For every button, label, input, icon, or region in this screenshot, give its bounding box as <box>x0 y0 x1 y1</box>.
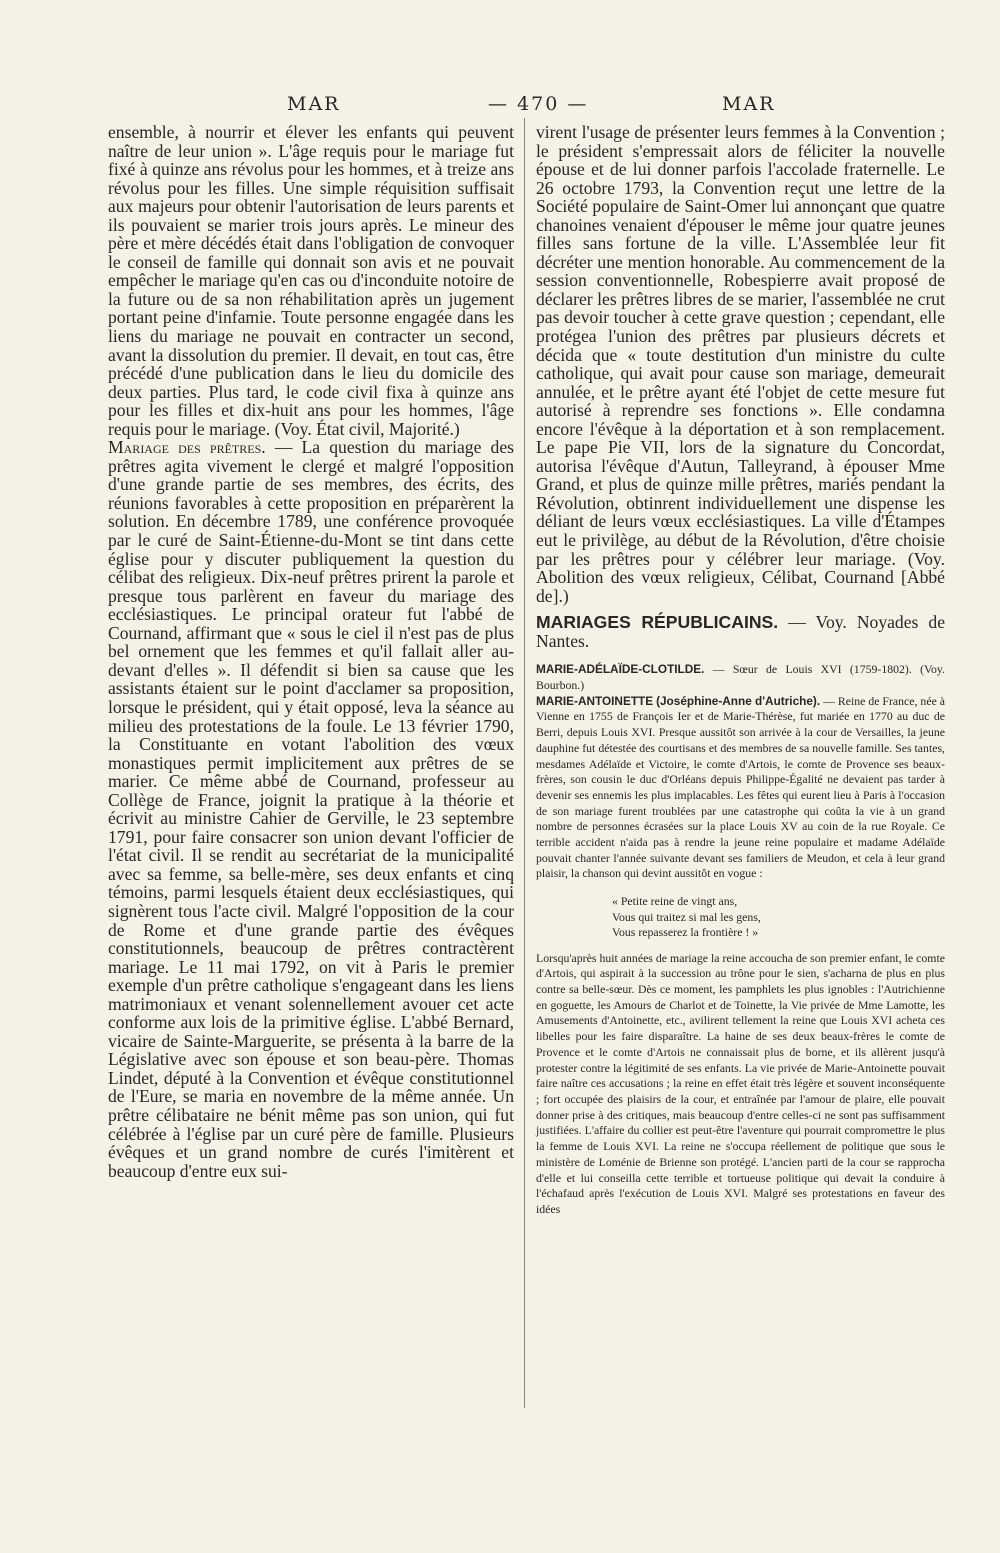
entry-text: — Reine de France, née à Vienne en 1755 de François Ier et de Marie-Thérèse, fut mariée en 1770 au duc de Berri, depuis Louis XVI. Presque aussitôt son arrivée à la cour de Versailles, la jeune dauphine fut détestée des courtisans et des membres de sa nouvelle famille. Ses tantes, mesdames Adélaïde et Victoire, le comte d'Artois, le comte de Provence ses beaux-frères, son cousin le duc d'Orléans depuis Philippe-Égalité ne devaient pas tarder à devenir ses ennemis les plus implacables. Les fêtes qui eurent lieu à Paris à l'occasion de son mariage furent troublées par une catastrophe qui coûta la vie à un grand nombre de personnes écrasées sur la place Louis XV au coin de la rue Royale. Ce terrible accident n'aida pas à rendre la jeune reine populaire et madame Adélaïde pouvait chanter l'année suivante devant ses familiers de Meudon, et cela à leur grand plaisir, la chanson qui devint aussitôt en vogue : <box>536 693 945 881</box>
entry-subtitle: (Joséphine-Anne d'Autriche). <box>656 693 821 708</box>
mariage-des-pretres-entry <box>108 438 514 1180</box>
song-line: Vous qui traitez si mal les gens, <box>612 909 761 924</box>
entry-text: — Voy. Noyades de Nantes. <box>536 612 945 651</box>
page-number: — 470 — <box>488 93 589 115</box>
right-column <box>536 123 945 1218</box>
marriage-age-paragraph: ensemble, à nourrir et élever les enfants qui peuvent naître de leur union ». L'âge requis pour le mariage fut fixé à quinze ans révolus pour les hommes, et à treize ans révolus pour les filles. Une simple réquisition suffisait aux majeurs pour obtenir l'autorisation de leurs parents et ils pouvaient se marier trois jours après. Le mineur des père et mère décédés était dans l'obligation de convoquer le conseil de famille qui donnait son avis et ne pouvait empêcher le mariage qu'en cas ou d'inconduite notoire de la future ou de sa non réhabilitation après un jugement portant peine d'infamie. Toute personne engagée dans les liens du mariage ne pouvait en contracter un second, avant la dissolution du premier. Il devait, en tout cas, être précédé d'une publication dans le lieu du domicile des deux parties. Plus tard, le code civil fixa à quinze ans pour les filles et dix-huit ans pour les hommes, l'âge requis pour le mariage. (Voy. État civil, Majorité.) <box>108 122 514 439</box>
entry-marie-antoinette <box>536 694 945 882</box>
continued-paragraph: virent l'usage de présenter leurs femmes à la Convention ; le président s'empressait alors de féliciter la nouvelle épouse et de lui donner parfois l'accolade fraternelle. Le 26 octobre 1793, la Convention reçut une lettre de la Société populaire de Saint-Omer lui annonçant que quatre chanoines venaient d'épouser le même jour quatre jeunes filles sans fortune de la ville. L'Assemblée leur fit décréter une mention honorable. Au commencement de la session conventionnelle, Robespierre avait proposé de déclarer les prêtres libres de se marier, l'assemblée ne crut pas devoir toucher à cette grave question ; cependant, elle protégea l'union des prêtres par plusieurs décrets et décida que « toute destitution d'un ministre du culte catholique, qui avait pour cause son mariage, demeurait annulée, et le prêtre ayant été l'objet de cette mesure fut autorisé à reprendre ses fonctions ». Elle condamna encore l'évêque à la déportation et à son remplacement. Le pape Pie VII, lors de la signature du Concordat, autorisa l'évêque d'Autun, Talleyrand, à épouser Mme Grand, et plus de quinze mille prêtres, mariés pendant la Révolution, obtinrent individuellement une dispense les déliant de leurs vœux ecclésiastiques. La ville d'Étampes eut le privilège, au début de la Révolution, d'être choisie par les prêtres pour y célébrer leur mariage. (Voy. Abolition des vœux religieux, Célibat, Cournand [Abbé de].) <box>536 122 945 606</box>
entry-title: MARIAGES RÉPUBLICAINS. <box>536 612 779 633</box>
song-quote <box>612 894 945 941</box>
section-body: — La question du mariage des prêtres agita vivement le clergé et malgré l'opposition d'une grande partie de ses membres, des écrits, des réunions favorables à cette proposition en préparèrent la solution. En décembre 1789, une conférence provoquée par le curé de Saint-Étienne-du-Mont se tint dans cette église pour y discuter publiquement la question du célibat des religieux. Dix-neuf prêtres prirent la parole et presque tous parlèrent en faveur du mariage des ecclésiastiques. Le principal orateur fut l'abbé de Cournand, affirmant que « sous le ciel il n'est pas de plus bel ornement que les femmes et qu'il fallait aller au-devant d'elles ». Il défendit si bien sa cause que les assistants étaient sur le point d'acclamer sa proposition, lorsque le président, qui y était opposé, leva la séance au milieu des protestations de la foule. Le 13 février 1790, la Constituante en votant l'abolition des vœux monastiques permit implicitement aux prêtres de se marier. Ce même abbé de Cournand, professeur au Collège de France, joignit la pratique à la théorie et écrivit au ministre Cahier de Gerville, le 23 septembre 1791, pour faire consacrer son union devant l'officier de l'état civil. Il se rendit au secrétariat de la municipalité avec sa femme, sa belle-mère, ses deux enfants et cinq témoins, parmi lesquels étaient deux ecclésiastiques, qui signèrent tous l'acte civil. Malgré l'opposition de la cour de Rome et d'une grande partie des évêques constitutionnels, beaucoup de prêtres contractèrent mariage. Le 11 mai 1792, on vit à Paris le premier exemple d'un prêtre catholique s'engageant dans les liens matrimoniaux et venant solennellement avouer cet acte conforme aux lois de la primitive église. L'abbé Bernard, vicaire de Sainte-Marguerite, se présenta à la barre de la Législative avec son épouse et son beau-père. Thomas Lindet, député à la Convention et évêque constitutionnel de l'Eure, se maria en novembre de la même année. Un prêtre célibataire ne bénit même pas son union, qui fut célébrée à l'église par un curé père de famille. Plusieurs évêques et un grand nombre de curés l'imitèrent et beaucoup d'entre eux sui- <box>108 437 514 1181</box>
entry-mariages-republicains <box>536 613 945 650</box>
marie-antoinette-continued: Lorsqu'après huit années de mariage la reine accoucha de son premier enfant, le comte d'Artois, qui aspirait à la succession au trône pour le sien, s'acharna de plus en plus contre sa belle-sœur. Dès ce moment, les pamphlets les plus ignobles : l'Autrichienne en goguette, les Amours de Charlot et de Toinette, la Vie privée de Mme Lamotte, les Amusements d'Antoinette, etc., avilirent tellement la reine que Louis XVI acheta ces libelles pour les faire disparaître. La haine de ses deux beaux-frères le comte de Provence et le comte d'Artois ne connaissait plus de borne, et ils allèrent jusqu'à protester contre la légitimité de ses enfants. La vie privée de Marie-Antoinette pouvait faire naître ces accusations ; la reine en effet était très légère et souvent inconséquente ; fort occupée des plaisirs de la cour, et entraînée par l'amour de plaire, elle pouvait donner prise à des critiques, mais beaucoup d'entre celles-ci ne sont pas suffisamment justifiées. L'affaire du collier est peut-être l'aventure qui pourrait compromettre le plus la femme de Louis XVI. La reine ne s'occupa réellement de politique que sous le ministère de Loménie de Brienne son protégé. L'ancien parti de la cour se rapprocha d'elle et lui conseilla cette terrible et tortueuse politique qui devait la conduire à l'échafaud après l'exécution de Louis XVI. Malgré ses protestations en faveur des idées <box>536 950 945 1216</box>
left-column <box>108 123 514 1180</box>
running-head-left: MAR <box>287 93 341 115</box>
entry-title: MARIE-ANTOINETTE <box>536 693 654 708</box>
song-line: Vous repasserez la frontière ! » <box>612 925 759 940</box>
entry-marie-adelaide-clotilde <box>536 662 945 693</box>
entry-title: MARIE-ADÉLAÏDE-CLOTILDE. <box>536 662 705 677</box>
section-title: Mariage des prêtres. <box>108 437 266 458</box>
entry-text: — Sœur de Louis XVI (1759-1802). (Voy. Bourbon.) <box>536 662 945 693</box>
song-line: « Petite reine de vingt ans, <box>612 894 738 909</box>
column-rule <box>524 118 525 1408</box>
running-head-right: MAR <box>722 93 776 115</box>
